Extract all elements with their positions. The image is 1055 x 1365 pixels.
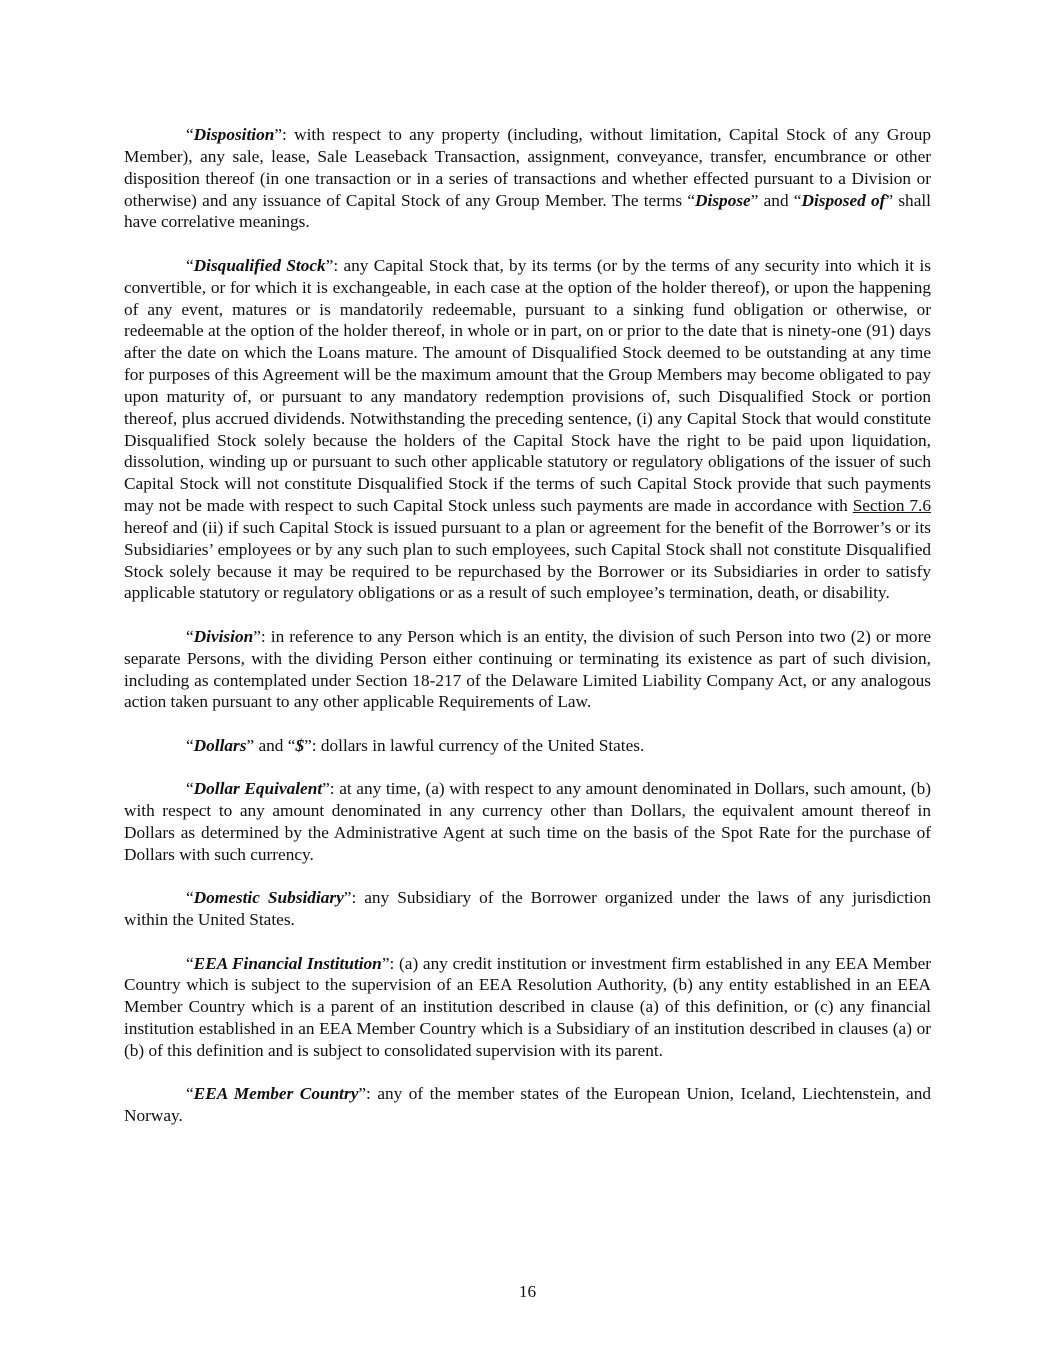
definition-paragraph <box>124 1083 931 1127</box>
definition-paragraph <box>124 778 931 865</box>
definition-paragraph <box>124 626 931 713</box>
definition-paragraph <box>124 735 931 757</box>
definition-text: ”: any Capital Stock that, by its terms (or by the terms of any security into which it is convertible, or for which it is exchangeable, in each case at the option of the holder thereof), or upon the happening of any event, matures or is mandatorily redeemable, pursuant to a sinking fund obligation or otherwise, or redeemable at the option of the holder thereof, in whole or in part, on or prior to the date that is ninety-one (91) days after the date on which the Loans mature. The amount of Disqualified Stock deemed to be outstanding at any time for purposes of this Agreement will be the maximum amount that the Group Members may become obligated to pay upon maturity of, or pursuant to any mandatory redemption provisions of, such Disqualified Stock or portion thereof, plus accrued dividends. Notwithstanding the preceding sentence, (i) any Capital Stock that would constitute Disqualified Stock solely because the holders of the Capital Stock have the right to be paid upon liquidation, dissolution, winding up or pursuant to such other applicable statutory or regulatory obligations of the issuer of such Capital Stock will not constitute Disqualified Stock if the terms of such Capital Stock provide that such payments may not be made with respect to such Capital Stock unless such payments are made in accordance with <box>124 255 932 516</box>
definition-text: ”: dollars in lawful currency of the United States. <box>304 735 645 755</box>
definition-text: ”: any of the member states of the European Union, Iceland, Liechtenstein, and Norway. <box>124 1084 932 1126</box>
section-reference-link[interactable]: Section 7.6 <box>852 496 931 516</box>
definition-paragraph <box>124 124 931 233</box>
defined-term: Division <box>193 626 254 646</box>
definition-text: “ <box>186 953 194 973</box>
definition-paragraph <box>124 255 931 605</box>
defined-term: Domestic Subsidiary <box>193 888 344 908</box>
definition-text: ”: any Subsidiary of the Borrower organized under the laws of any jurisdiction within the United States. <box>124 888 931 930</box>
definition-text: hereof and (ii) if such Capital Stock is issued pursuant to a plan or agreement for the benefit of the Borrower’s or its Subsidiaries’ employees or by any such plan to such employees, such Capital Stock shall not constitute Disqualified Stock solely because it may be required to be repurchased by the Borrower or its Subsidiaries in order to satisfy applicable statutory or regulatory obligations or as a result of such employee’s termination, death, or disability. <box>124 517 931 603</box>
definition-text: “ <box>186 255 194 275</box>
definition-text: ”: with respect to any property (including, without limitation, Capital Stock of any Group Member), any sale, lease, Sale Leaseback Transaction, assignment, conveyance, transfer, encumbrance or other disposition thereof (in one transaction or in a series of transactions and whether effected pursuant to a Division or otherwise) and any issuance of Capital Stock of any Group Member. The terms “ <box>124 125 931 210</box>
definition-text: “ <box>186 626 194 646</box>
defined-term: $ <box>295 735 305 755</box>
definition-text: “ <box>186 1084 194 1104</box>
definition-text: “ <box>186 125 194 144</box>
definition-text: ” shall have correlative meanings. <box>124 190 931 232</box>
definition-paragraph <box>124 953 931 1062</box>
page-number: 16 <box>518 1282 537 1301</box>
definition-text: ” and “ <box>246 735 296 755</box>
definition-text: “ <box>186 888 194 908</box>
definition-text: ”: at any time, (a) with respect to any amount denominated in Dollars, such amount, (b) with respect to any amount denominated in any currency other than Dollars, the equivalent amount thereof in Dollars as determined by the Administrative Agent at such time on the basis of the Spot Rate for the purchase of Dollars with such currency. <box>124 779 931 864</box>
definitions-list <box>124 124 931 1149</box>
definition-text: ” and “ <box>750 190 802 210</box>
definition-paragraph <box>124 887 931 931</box>
defined-term: Dollar Equivalent <box>193 779 323 799</box>
definition-text: ”: in reference to any Person which is an entity, the division of such Person into two (2) or more separate Persons, with the dividing Person either continuing or terminating its existence as part of such division, including as contemplated under Section 18-217 of the Delaware Limited Liability Company Act, or any analogous action taken pursuant to any other applicable Requirements of Law. <box>124 626 931 712</box>
defined-term: Disposition <box>193 125 275 144</box>
defined-term: Disqualified Stock <box>193 255 326 275</box>
defined-term: EEA Financial Institution <box>193 953 382 973</box>
defined-term: Disposed of <box>801 190 886 210</box>
definition-text: ”: (a) any credit institution or investment firm established in any EEA Member Country which is subject to the supervision of an EEA Resolution Authority, (b) any entity established in an EEA Member Country which is a parent of an institution described in clause (a) of this definition, or (c) any financial institution established in an EEA Member Country which is a Subsidiary of an institution described in clauses (a) or (b) of this definition and is subject to consolidated supervision with its parent. <box>124 953 931 1060</box>
definition-text: “ <box>186 735 194 755</box>
defined-term: EEA Member Country <box>193 1084 359 1104</box>
defined-term: Dispose <box>695 190 751 210</box>
defined-term: Dollars <box>193 735 247 755</box>
definition-text: “ <box>186 779 194 799</box>
